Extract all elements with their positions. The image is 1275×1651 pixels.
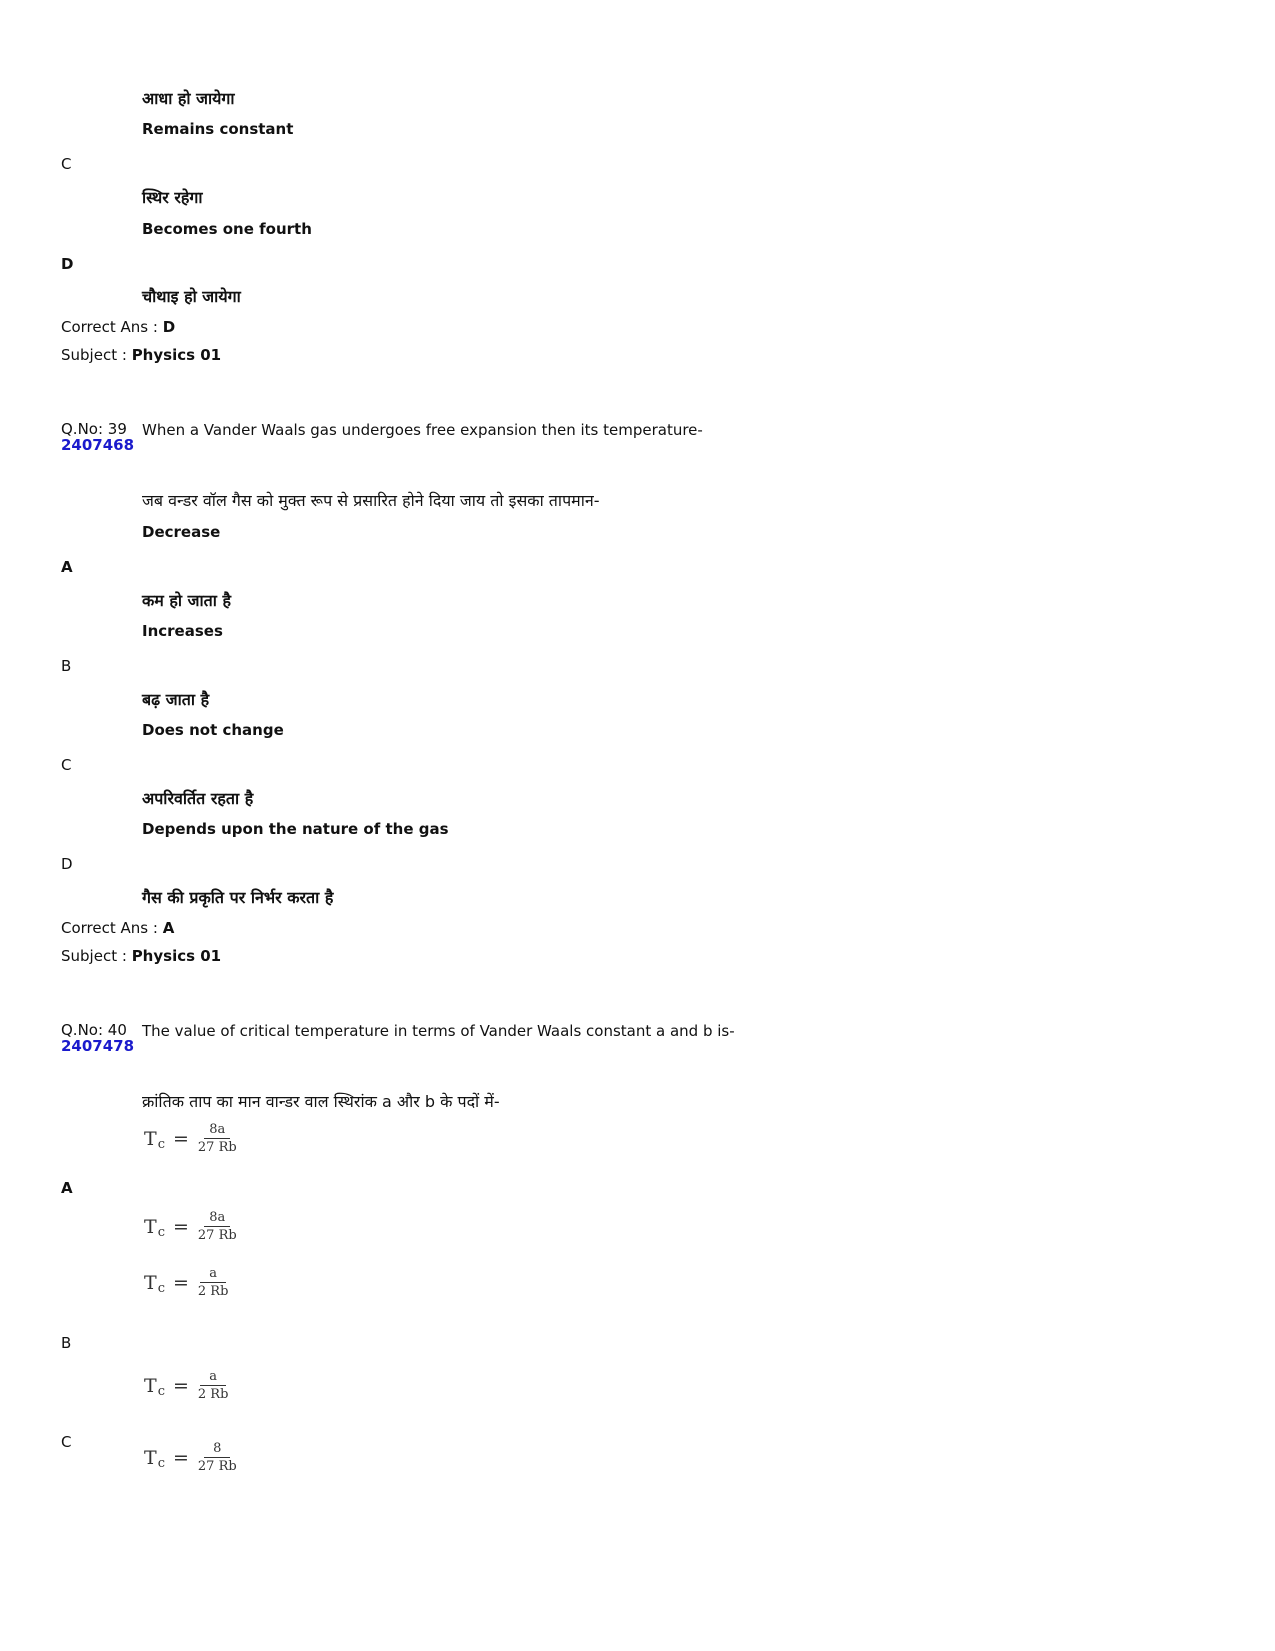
- fraction-denominator: 27 Rb: [197, 1459, 237, 1474]
- option-a-letter: A: [61, 1179, 73, 1197]
- subject-value: Physics 01: [131, 947, 222, 965]
- fraction-denominator: 2 Rb: [197, 1387, 229, 1402]
- formula-subscript: c: [157, 1384, 165, 1399]
- correct-answer-label: Correct Ans :: [61, 318, 158, 336]
- option-d-english: Becomes one fourth: [142, 220, 312, 238]
- fraction-numerator: 8a: [204, 1209, 230, 1227]
- question-text-hindi: जब वन्डर वॉल गैस को मुक्त रूप से प्रसारित होने दिया जाय तो इसका तापमान-: [142, 491, 600, 510]
- subject-line: [61, 346, 221, 364]
- fraction-numerator: a: [200, 1368, 226, 1386]
- formula-equals: =: [172, 1215, 189, 1238]
- option-c-english: Remains constant: [142, 120, 294, 138]
- option-c-letter: C: [61, 1433, 72, 1451]
- formula-subscript: c: [157, 1456, 165, 1471]
- option-d-hindi: चौथाइ हो जायेगा: [142, 287, 241, 306]
- formula-fraction: [195, 1121, 240, 1156]
- formula-equals: =: [172, 1446, 189, 1469]
- option-a-letter: A: [61, 558, 73, 576]
- question-text-hindi: क्रांतिक ताप का मान वान्डर वाल स्थिरांक a और b के पदों में-: [142, 1092, 500, 1111]
- option-b-hindi: बढ़ जाता है: [142, 690, 210, 709]
- subject-value: Physics 01: [131, 346, 222, 364]
- option-b-letter: B: [61, 1334, 72, 1352]
- correct-answer-value: A: [162, 919, 175, 937]
- correct-answer-label: Correct Ans :: [61, 919, 158, 937]
- fraction-denominator: 2 Rb: [197, 1284, 229, 1299]
- formula-symbol: T: [144, 1215, 157, 1238]
- option-a-formula-hindi: [144, 1209, 240, 1244]
- formula-subscript: c: [157, 1137, 165, 1152]
- option-b-letter: B: [61, 657, 72, 675]
- option-d-letter: D: [61, 255, 74, 273]
- correct-answer: [61, 318, 175, 336]
- question-text-english: The value of critical temperature in terms of Vander Waals constant a and b is-: [142, 1022, 735, 1040]
- option-d-letter: D: [61, 855, 73, 873]
- formula-symbol: T: [144, 1446, 157, 1469]
- subject-label: Subject :: [61, 346, 127, 364]
- option-a-formula-english: [144, 1121, 240, 1156]
- correct-answer-value: D: [162, 318, 176, 336]
- fraction-numerator: 8a: [204, 1121, 230, 1139]
- formula-symbol: T: [144, 1127, 157, 1150]
- correct-answer: [61, 919, 174, 937]
- formula-equals: =: [172, 1127, 189, 1150]
- subject-line: [61, 947, 221, 965]
- option-a-hindi: कम हो जाता है: [142, 591, 231, 610]
- fraction-numerator: a: [200, 1265, 226, 1283]
- formula-fraction: [195, 1440, 240, 1475]
- formula-equals: =: [172, 1374, 189, 1397]
- option-c-hindi: अपरिवर्तित रहता है: [142, 789, 254, 808]
- formula-subscript: c: [157, 1225, 165, 1240]
- formula-fraction: [195, 1368, 232, 1403]
- option-c-letter: C: [61, 155, 72, 173]
- formula-symbol: T: [144, 1271, 157, 1294]
- formula-symbol: T: [144, 1374, 157, 1397]
- option-c-hindi: स्थिर रहेगा: [142, 188, 203, 207]
- option-a-english: Decrease: [142, 523, 221, 541]
- option-b-hindi: आधा हो जायेगा: [142, 89, 235, 108]
- option-c-letter: C: [61, 756, 72, 774]
- option-c-formula-english: [144, 1440, 240, 1475]
- formula-equals: =: [172, 1271, 189, 1294]
- fraction-numerator: 8: [204, 1440, 230, 1458]
- question-id: 2407478: [61, 1037, 135, 1055]
- option-d-english: Depends upon the nature of the gas: [142, 820, 449, 838]
- fraction-denominator: 27 Rb: [197, 1140, 237, 1155]
- subject-label: Subject :: [61, 947, 127, 965]
- question-text-english: When a Vander Waals gas undergoes free expansion then its temperature-: [142, 421, 703, 439]
- formula-fraction: [195, 1209, 240, 1244]
- option-c-english: Does not change: [142, 721, 284, 739]
- option-d-hindi: गैस की प्रकृति पर निर्भर करता है: [142, 888, 334, 907]
- question-id: 2407468: [61, 436, 135, 454]
- formula-fraction: [195, 1265, 232, 1300]
- formula-subscript: c: [157, 1281, 165, 1296]
- option-b-formula-english: [144, 1265, 231, 1300]
- option-b-english: Increases: [142, 622, 223, 640]
- option-b-formula-hindi: [144, 1368, 231, 1403]
- question-number: Q.No: 39: [61, 420, 127, 438]
- fraction-denominator: 27 Rb: [197, 1228, 237, 1243]
- question-number: Q.No: 40: [61, 1021, 127, 1039]
